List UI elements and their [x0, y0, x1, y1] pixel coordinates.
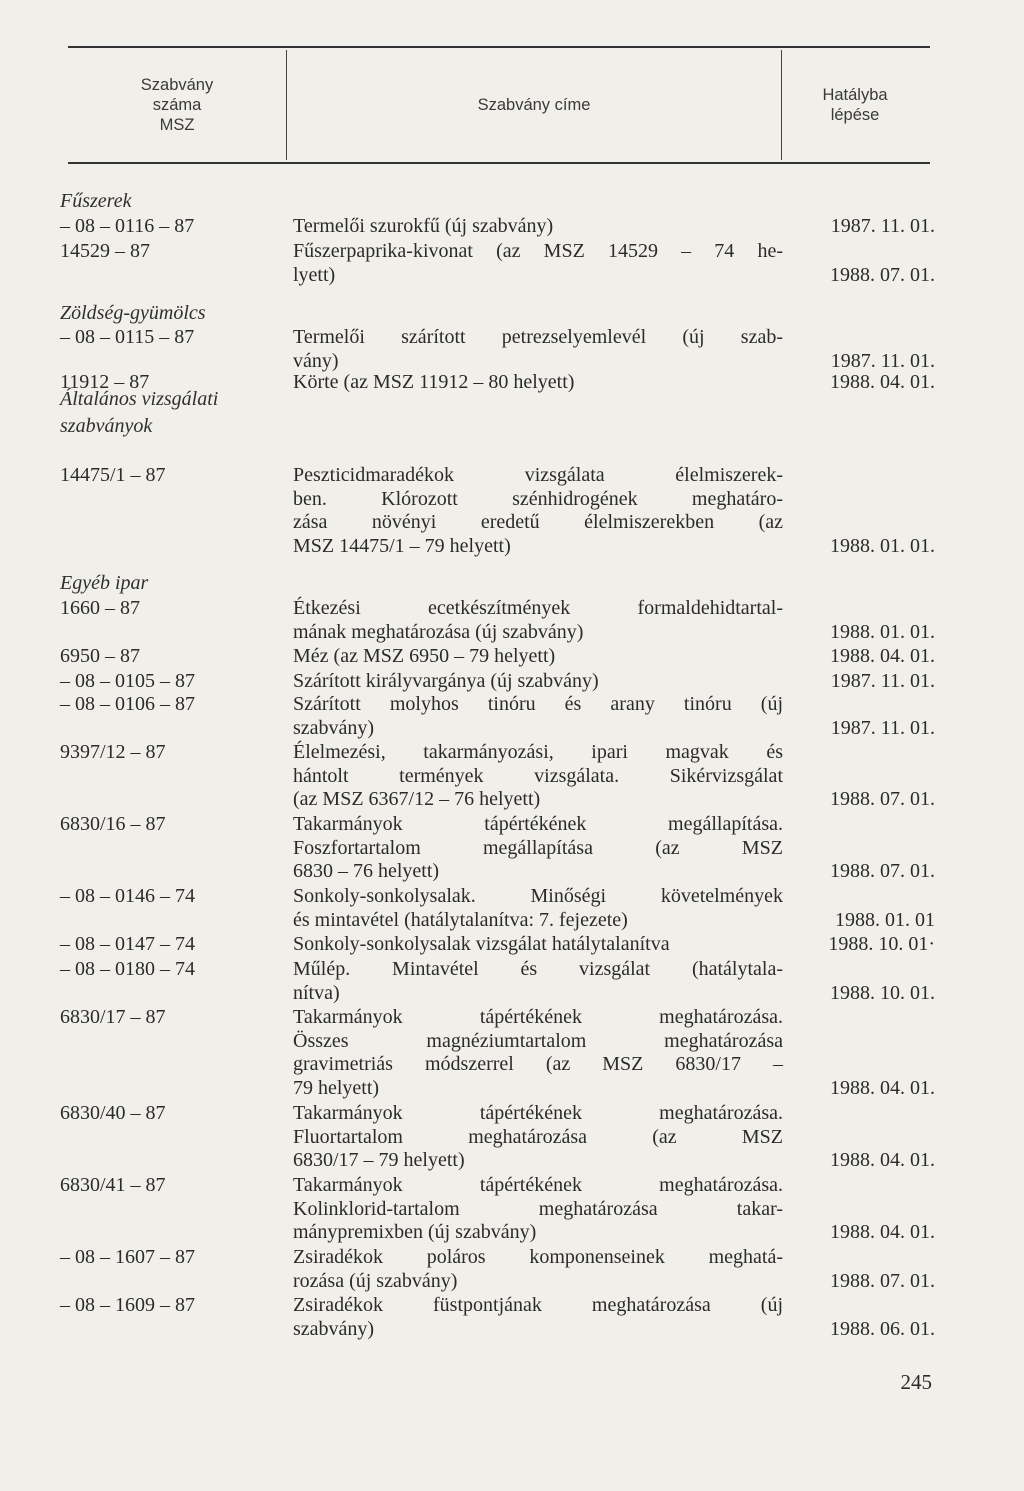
- title-line: MSZ 14475/1 – 79 helyett): [293, 534, 511, 557]
- title-line: Összes magnéziumtartalom meghatározása: [293, 1029, 783, 1052]
- standard-title: [293, 958, 783, 1005]
- title-line: nítva): [293, 981, 340, 1004]
- title-line: Szárított molyhos tinóru és arany tinóru (új: [293, 693, 783, 715]
- title-line: Fűszerpaprika-kivonat (az MSZ 14529 – 74 he-: [293, 240, 783, 262]
- standard-number: – 08 – 0180 – 74: [60, 958, 195, 980]
- effective-date: 1988. 04. 01.: [830, 1149, 935, 1171]
- standard-title: [293, 215, 783, 239]
- title-line: Termelői szurokfű (új szabvány): [293, 215, 554, 237]
- standard-number: 6830/40 – 87: [60, 1102, 166, 1124]
- effective-date: 1987. 11. 01.: [830, 716, 935, 739]
- section-heading: Általános vizsgálati: [60, 388, 219, 410]
- title-line: Takarmányok tápértékének meghatározása.: [293, 1102, 783, 1124]
- header-col3-line: Hatályba: [822, 86, 888, 104]
- standard-number: 14529 – 87: [60, 240, 150, 262]
- standard-number: – 08 – 1607 – 87: [60, 1246, 195, 1268]
- title-line: Takarmányok tápértékének meghatározása.: [293, 1006, 783, 1028]
- standard-number: 9397/12 – 87: [60, 741, 166, 763]
- header-col2-label: Szabvány címe: [477, 96, 591, 114]
- standard-title: [293, 1174, 783, 1245]
- title-line: Szárított királyvargánya (új szabvány): [293, 670, 599, 692]
- standard-number: – 08 – 0147 – 74: [60, 933, 195, 955]
- title-line: Méz (az MSZ 6950 – 79 helyett): [293, 645, 556, 667]
- effective-date: 1988. 06. 01.: [830, 1317, 935, 1340]
- title-line: zása növényi eredetű élelmiszerekben (az: [293, 511, 783, 533]
- standard-number: – 08 – 0106 – 87: [60, 693, 195, 715]
- standard-title: [293, 741, 783, 812]
- standard-number: 14475/1 – 87: [60, 464, 166, 486]
- title-line: Zsiradékok füstpontjának meghatározása (új: [293, 1294, 783, 1316]
- standard-title: [293, 464, 783, 558]
- header-col1-line: Szabvány: [140, 76, 214, 94]
- title-line: szabvány): [293, 716, 375, 739]
- title-line: gravimetriás módszerrel (az MSZ 6830/17 –: [293, 1053, 783, 1075]
- title-line: Élelmezési, takarmányozási, ipari magvak és: [293, 741, 783, 763]
- standard-title: [293, 597, 783, 644]
- title-line: és mintavétel (hatálytalanítva: 7. fejezete): [293, 908, 628, 931]
- title-line: Takarmányok tápértékének meghatározása.: [293, 1174, 783, 1196]
- title-line: (az MSZ 6367/12 – 76 helyett): [293, 788, 541, 810]
- section-heading: Fűszerek: [60, 190, 132, 212]
- title-line: Fluortartalom meghatározása (az MSZ: [293, 1125, 783, 1148]
- effective-date: 1987. 11. 01.: [830, 215, 935, 237]
- effective-date: 1988. 04. 01.: [830, 645, 935, 667]
- standard-title: [293, 1006, 783, 1100]
- standard-title: [293, 670, 783, 694]
- effective-date: 1988. 01. 01.: [830, 620, 935, 643]
- header-col1-line: MSZ: [159, 116, 195, 134]
- title-line: Foszfortartalom megállapítása (az MSZ: [293, 836, 783, 859]
- title-line: Kolinklorid-tartalom meghatározása takar-: [293, 1197, 783, 1220]
- standard-title: [293, 371, 783, 395]
- standard-title: [293, 1294, 783, 1341]
- title-line: mánypremixben (új szabvány): [293, 1221, 537, 1243]
- standard-title: [293, 1246, 783, 1293]
- effective-date: 1988. 04. 01.: [830, 1221, 935, 1243]
- title-line: 79 helyett): [293, 1076, 380, 1099]
- title-line: Sonkoly-sonkolysalak. Minőségi követelmények: [293, 885, 783, 907]
- standard-title: [293, 1102, 783, 1173]
- standard-number: – 08 – 0146 – 74: [60, 885, 195, 907]
- title-line: 6830 – 76 helyett): [293, 860, 440, 882]
- title-line: Műlép. Mintavétel és vizsgálat (hatálytala-: [293, 958, 783, 980]
- title-line: ben. Klórozott szénhidrogének meghatáro-: [293, 487, 783, 510]
- effective-date: 1988. 07. 01.: [830, 1269, 935, 1292]
- effective-date: 1988. 04. 01.: [830, 371, 935, 393]
- standard-number: 6830/41 – 87: [60, 1174, 166, 1196]
- standard-number: 6830/17 – 87: [60, 1006, 166, 1028]
- header-col1-line: száma: [152, 96, 202, 114]
- effective-date: 1988. 04. 01.: [830, 1076, 935, 1099]
- effective-date: 1988. 01. 01.: [830, 534, 935, 557]
- effective-date: 1988. 10. 01·: [828, 933, 935, 955]
- title-line: hántolt termények vizsgálata. Sikérvizsgálat: [293, 764, 783, 787]
- section-heading: Zöldség-gyümölcs: [60, 302, 206, 324]
- title-line: Zsiradékok poláros komponenseinek meghatá-: [293, 1246, 783, 1268]
- header-col3-line: lépése: [830, 106, 880, 124]
- title-line: rozása (új szabvány): [293, 1269, 458, 1292]
- title-line: szabvány): [293, 1317, 375, 1340]
- page-number: 245: [900, 1370, 932, 1394]
- standard-number: 1660 – 87: [60, 597, 140, 619]
- title-line: mának meghatározása (új szabvány): [293, 620, 584, 643]
- standard-title: [293, 693, 783, 740]
- effective-date: 1988. 07. 01.: [830, 263, 935, 286]
- standard-title: [293, 240, 783, 287]
- standard-number: – 08 – 0116 – 87: [60, 215, 195, 237]
- title-line: Étkezési ecetkészítmények formaldehidtartal-: [293, 597, 783, 619]
- standard-title: [293, 645, 783, 669]
- section-heading: Egyéb ipar: [60, 572, 149, 594]
- title-line: Peszticidmaradékok vizsgálata élelmiszerek-: [293, 464, 783, 486]
- title-line: Termelői szárított petrezselyemlevél (új szab-: [293, 326, 783, 348]
- title-line: 6830/17 – 79 helyett): [293, 1149, 465, 1171]
- standard-title: [293, 326, 783, 373]
- title-line: vány): [293, 349, 339, 372]
- standard-number: 11912 – 87: [60, 371, 150, 393]
- title-line: lyett): [293, 263, 336, 286]
- effective-date: 1988. 01. 01: [835, 908, 935, 931]
- standard-number: – 08 – 0115 – 87: [60, 326, 195, 348]
- title-line: Takarmányok tápértékének megállapítása.: [293, 813, 783, 835]
- standard-number: 6830/16 – 87: [60, 813, 166, 835]
- title-line: Körte (az MSZ 11912 – 80 helyett): [293, 371, 575, 393]
- standard-title: [293, 813, 783, 884]
- standard-title: [293, 885, 783, 932]
- standard-number: 6950 – 87: [60, 645, 140, 667]
- title-line: Sonkoly-sonkolysalak vizsgálat hatálytalanítva: [293, 933, 670, 955]
- standard-number: – 08 – 1609 – 87: [60, 1294, 195, 1316]
- effective-date: 1988. 10. 01.: [830, 981, 935, 1004]
- standard-number: – 08 – 0105 – 87: [60, 670, 195, 692]
- effective-date: 1988. 07. 01.: [830, 788, 935, 810]
- effective-date: 1988. 07. 01.: [830, 860, 935, 882]
- standard-title: [293, 933, 783, 957]
- section-heading: szabványok: [60, 415, 153, 437]
- effective-date: 1987. 11. 01.: [830, 349, 935, 372]
- effective-date: 1987. 11. 01.: [830, 670, 935, 692]
